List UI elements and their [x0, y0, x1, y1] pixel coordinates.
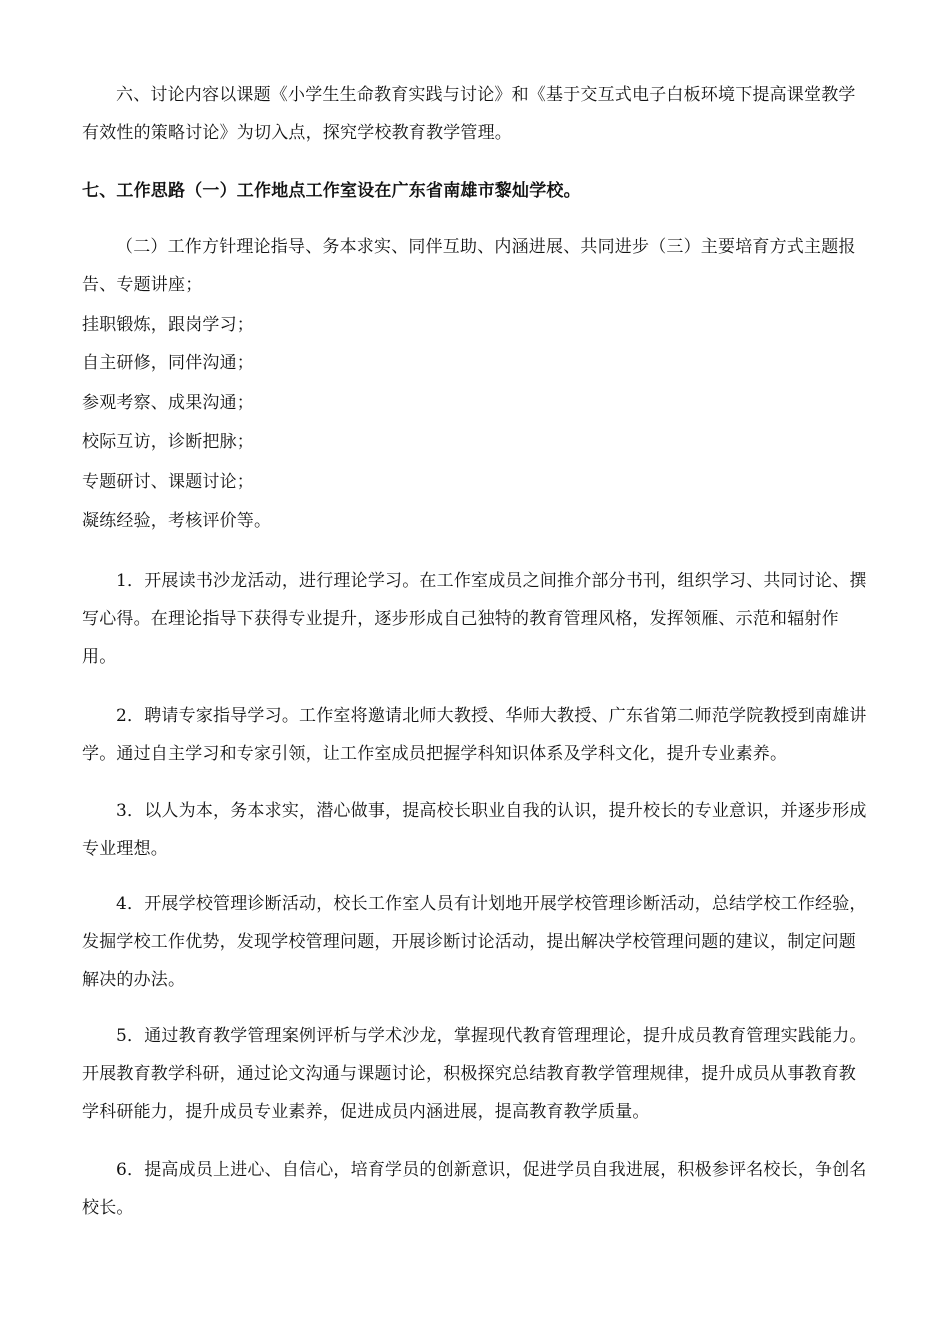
- paragraph-item-6: 6．提高成员上进心、自信心，培育学员的创新意识，促进学员自我进展，积极参评名校长，争创名校长。: [82, 1160, 867, 1218]
- paragraph-item-4: 4．开展学校管理诊断活动，校长工作室人员有计划地开展学校管理诊断活动，总结学校工作经验，发掘学校工作优势，发现学校管理问题，开展诊断讨论活动，提出解决学校管理问题的建议，制定问题解决的办法。: [82, 894, 867, 990]
- paragraph-discussion-content: 六、讨论内容以课题《小学生生命教育实践与讨论》和《基于交互式电子白板环境下提高课堂教学有效性的策略讨论》为切入点，探究学校教育教学管理。: [82, 85, 856, 143]
- paragraph-item-2: 2．聘请专家指导学习。工作室将邀请北师大教授、华师大教授、广东省第二师范学院教授到南雄讲学。通过自主学习和专家引领，让工作室成员把握学科知识体系及学科文化，提升专业素养。: [82, 706, 867, 764]
- list-line-training-3: 参观考察、成果沟通；: [82, 393, 254, 413]
- paragraph-item-1: 1．开展读书沙龙活动，进行理论学习。在工作室成员之间推介部分书刊，组织学习、共同讨论、撰写心得。在理论指导下获得专业提升，逐步形成自己独特的教育管理风格，发挥领雁、示范和辐射作用。: [82, 571, 867, 667]
- paragraph-item-3: 3．以人为本，务本求实，潜心做事，提高校长职业自我的认识，提升校长的专业意识，并逐步形成专业理想。: [82, 801, 867, 859]
- paragraph-item-5: 5．通过教育教学管理案例评析与学术沙龙，掌握现代教育管理理论，提升成员教育管理实践能力。开展教育教学科研，通过论文沟通与课题讨论，积极探究总结教育教学管理规律，提升成员从事教育教学科研能力，提升成员专业素养，促进成员内涵进展，提高教育教学质量。: [82, 1026, 867, 1122]
- list-line-training-1: 挂职锻炼，跟岗学习；: [82, 315, 254, 335]
- list-line-training-4: 校际互访，诊断把脉；: [82, 432, 254, 452]
- section-heading-work-ideas: 七、工作思路（一）工作地点工作室设在广东省南雄市黎灿学校。: [82, 181, 581, 201]
- list-line-training-5: 专题研讨、课题讨论；: [82, 472, 254, 492]
- list-line-training-6: 凝练经验，考核评价等。: [82, 511, 272, 531]
- list-line-training-2: 自主研修，同伴沟通；: [82, 353, 254, 373]
- paragraph-work-policy: （二）工作方针理论指导、务本求实、同伴互助、内涵进展、共同进步（三）主要培育方式主题报告、专题讲座；: [82, 237, 856, 295]
